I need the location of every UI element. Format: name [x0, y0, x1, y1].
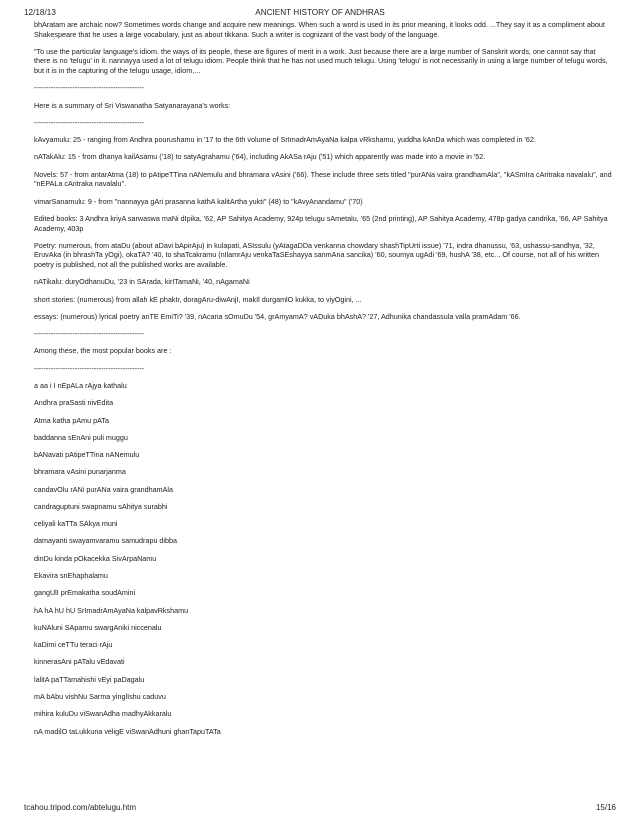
print-date: 12/18/13 — [24, 8, 56, 17]
paragraph: nATakAlu: 15 - from dhanya kailAsamu ('18) to satyAgrahamu ('64), including AkASa rAju ('51) which apparently was made into a movie in '52. — [34, 152, 486, 162]
paragraph: baddanna sEnAni puli muggu — [34, 432, 128, 442]
paragraph: dinDu kinda pOkacekka SivArpaNamu — [34, 553, 157, 563]
paragraph: mihira kuluDu viSwanAdha madhyAkkaralu — [34, 709, 172, 719]
separator-line: ---------------------------------------------- — [34, 363, 145, 373]
paragraph: candraguptuni swapnamu sAhitya surabhi — [34, 501, 168, 511]
paragraph: Ekavira snEhaphalamu — [34, 571, 108, 581]
separator-line: ---------------------------------------------- — [34, 329, 145, 339]
paragraph: bhAratam are archaic now? Sometimes words change and acquire new meanings. When such a word is used in its prior meaning, it looks odd. ...They say it as a compliment about Shakespeare that he uses a large vocabulary, just as about tikkana. Such a writer is cognizant of the vast body of the language. — [34, 20, 605, 39]
paragraph: bANavati pAtipeTTina nANemulu — [34, 450, 140, 460]
document-body — [34, 20, 612, 744]
paragraph: nA madilO taLukkuna veligE viSwanAdhuni ghanTapuTATa — [34, 726, 221, 736]
paragraph: bhramara vAsini punarjanma — [34, 467, 126, 477]
paragraph: kinnerasAni pATalu vEdavati — [34, 657, 125, 667]
paragraph: Atma katha pAmu pATa — [34, 415, 109, 425]
paragraph: nATikalu: duryOdhanuDu, '23 in SArada, kirITamaNi, '40, nAgamaNi — [34, 277, 250, 287]
page-title: ANCIENT HISTORY OF ANDHRAS — [255, 8, 385, 17]
paragraph: Among these, the most popular books are : — [34, 346, 172, 356]
page-number: 15/16 — [595, 803, 616, 812]
paragraph: kuNAluni SApamu swargAniki niccenalu — [34, 622, 162, 632]
paragraph: hA hA hU hU SrImadrAmAyaNa kalpavRkshamu — [34, 605, 189, 615]
paragraph: Edited books: 3 Andhra kriyA sarwaswa maNi dIpika, '62, AP Sahitya Academy, 924p telugu sAmetalu, '65 (2nd printing), AP Sahitya Academy, 478p gadya candrika, '66, AP Sahitya Academy, 403p — [34, 213, 608, 233]
paragraph: essays: (numerous) lyrical poetry anTE EmiTi? '39, nAcana sOmuDu '54, grAmyamA? vADuka bhAshA? '27, Adhunika chandassula valla pramAdam '66. — [34, 311, 521, 321]
paragraph: "To use the particular language's idiom. the ways of its people, these are figures of merit in a work. Just because there are a large number of Sanskrit words, one cannot say that there is no 'telugu' in it. nannayya used a lot of telugu idiom. People think that he has not used much telugu. Using 'telugu' is not necessarily in using a large number of telugu words, but it is in the capturing of the telugu usage, idiom,... — [34, 46, 608, 76]
paragraph: candavOlu rANi purANa vaira grandhamAla — [34, 484, 174, 494]
paragraph: Andhra praSasti nivEdita — [34, 398, 114, 408]
paragraph: damayanti swayamvaramu samudrapu dibba — [34, 536, 178, 546]
separator-line: ---------------------------------------------- — [34, 83, 145, 93]
paragraph: kAvyamulu: 25 - ranging from Andhra pourushamu in '17 to the 6th volume of SrImadrAmAyaNa kalpa vRkshamu, yuddha kAnDa which was completed in '62. — [34, 135, 536, 145]
paragraph: celiyali kaTTa SAkya muni — [34, 519, 118, 529]
paragraph: lalitA paTTamahishi vEyi paDagalu — [34, 674, 145, 684]
paragraph: short stories: (numerous) from allah kE phakIr, doragAru-diwAnjI, makIl durgamlO kukka, to viyOgini, ... — [34, 294, 362, 304]
paragraph: Poetry: numerous, from ataDu (about aDavi bApirAju) in kulapati, ASIssulu (yAtagaDDa venkanna chowdary shashTipUrti issue) '71, indra dhanussu, '63, ushassu-sandhya, '32, EruvAka (in bhrashTa yOgi), okaTA? '40, to shaTcakramu (nIlamrAju venkaTaSEshayya sanmAna sancika) '60, soumya ugAdi '69, hushA '38, etc... Of course, not all of his written poetry is published, not all the published works are available. — [34, 240, 600, 269]
paragraph: mA bAbu vishNu Sarma yinglIshu caduvu — [34, 692, 166, 701]
paragraph: gangUlI prEmakatha soudAmini — [34, 588, 136, 598]
page-footer — [24, 803, 616, 815]
source-url: tcahou.tripod.com/abtelugu.htm — [24, 803, 137, 812]
paragraph: vimarSanamulu: 9 - from "nannayya gAri prasanna kathA kalitArtha yukti" (48) to "kAvyAnandamu" ('70) — [34, 196, 363, 206]
paragraph: Here is a summary of Sri Viswanatha Satyanarayana's works: — [34, 100, 231, 110]
paragraph: Novels: 57 - from antarAtma (18) to pAtipeTTina nANemulu and bhramara vAsini ('66). These include three sets titled "purANa vaira grandhamAla", "kASmIra cAritraka navalalu", and "nEPALa cAritraka navalalu". — [34, 169, 612, 189]
page-header — [24, 8, 616, 20]
paragraph: kaDimi ceTTu teraci rAju — [34, 640, 113, 650]
paragraph: a aa i I nEpALa rAjya kathalu — [34, 380, 127, 390]
separator-line: ---------------------------------------------- — [34, 117, 145, 127]
